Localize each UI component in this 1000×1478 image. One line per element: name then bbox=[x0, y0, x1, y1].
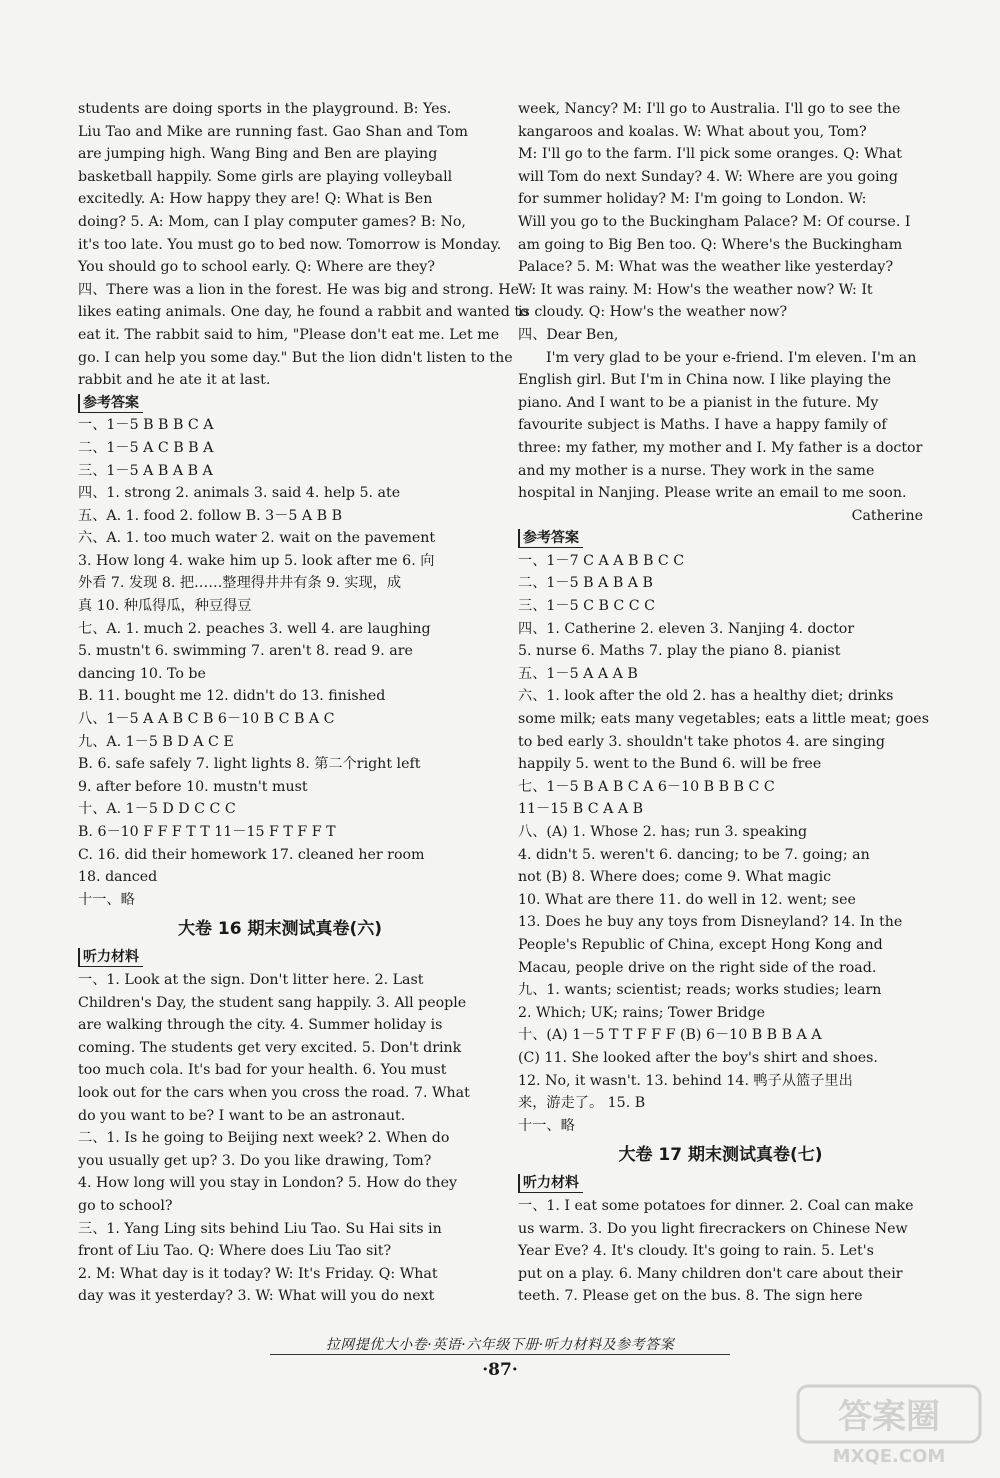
text-line: 二、1－5 A C B B A bbox=[78, 439, 214, 456]
footer-divider bbox=[270, 1354, 730, 1355]
text-line: 十、(A) 1－5 T T F F F (B) 6－10 B B B A A bbox=[518, 1027, 822, 1044]
text-line: 一、1. I eat some potatoes for dinner. 2. Coal can make bbox=[518, 1197, 914, 1214]
badge-line bbox=[78, 392, 482, 415]
text-line: 来，游走了。 15. B bbox=[518, 1095, 646, 1112]
text-line: 七、A. 1. much 2. peaches 3. well 4. are laughing bbox=[78, 620, 431, 637]
text-line: 2. Which; UK; rains; Tower Bridge bbox=[518, 1004, 766, 1021]
text-line: 十一、略 bbox=[518, 1117, 575, 1134]
text-line: 4. How long will you stay in London? 5. How do they bbox=[78, 1175, 458, 1192]
text-line: coming. The students get very excited. 5. Don't drink bbox=[78, 1039, 462, 1056]
section-badge: 听力材料 bbox=[518, 1174, 583, 1193]
text-line: is cloudy. Q: How's the weather now? bbox=[518, 304, 788, 321]
footer-book-title: 拉网提优大小卷·英语·六年级下册·听力材料及参考答案 bbox=[325, 1337, 675, 1353]
text-line: 五、A. 1. food 2. follow B. 3－5 A B B bbox=[78, 507, 343, 524]
text-line: 5. nurse 6. Maths 7. play the piano 8. pianist bbox=[518, 643, 841, 660]
text-line: 一、1－5 B B B C A bbox=[78, 417, 214, 434]
watermark-logo bbox=[794, 1382, 984, 1468]
text-line: excitedly. A: How happy they are! Q: What is Ben bbox=[78, 191, 433, 208]
text-line: 一、1. Look at the sign. Don't litter here. 2. Last bbox=[78, 971, 424, 988]
text-line: English girl. But I'm in China now. I like playing the bbox=[518, 372, 892, 389]
text-line: 11－15 B C A A B bbox=[518, 801, 644, 818]
text-line: B. 6. safe safely 7. light lights 8. 第二个right left bbox=[78, 756, 421, 773]
text-line: three: my father, my mother and I. My father is a doctor bbox=[518, 439, 923, 456]
text-line: Children's Day, the student sang happily. 3. All people bbox=[78, 994, 467, 1011]
text-line: too much cola. It's bad for your health. 6. You must bbox=[78, 1062, 447, 1079]
text-line: People's Republic of China, except Hong Kong and bbox=[518, 936, 883, 953]
text-line: look out for the cars when you cross the road. 7. What bbox=[78, 1084, 470, 1101]
section-badge: 听力材料 bbox=[78, 948, 143, 967]
text-line: 3. How long 4. wake him up 5. look after me 6. 向 bbox=[78, 552, 435, 569]
text-line: doing? 5. A: Mom, can I play computer games? B: No, bbox=[78, 213, 466, 230]
text-line: eat it. The rabbit said to him, "Please don't eat me. Let me bbox=[78, 326, 500, 343]
text-line: Macau, people drive on the right side of the road. bbox=[518, 959, 877, 976]
text-line: 七、1－5 B A B C A 6－10 B B B C C bbox=[518, 778, 775, 795]
text-line: 10. What are there 11. do well in 12. went; see bbox=[518, 891, 856, 908]
text-line: go. I can help you some day." But the lion didn't listen to the bbox=[78, 349, 513, 366]
text-line: happily 5. went to the Bund 6. will be free bbox=[518, 756, 822, 773]
text-line: 五、1－5 A A A B bbox=[518, 665, 638, 682]
text-line: 2. M: What day is it today? W: It's Friday. Q: What bbox=[78, 1265, 438, 1282]
text-line: 八、1－5 A A B C B 6－10 B C B A C bbox=[78, 711, 335, 728]
text-line: C. 16. did their homework 17. cleaned her room bbox=[78, 846, 425, 863]
text-line: 四、There was a lion in the forest. He was big and strong. He bbox=[78, 281, 519, 298]
text-line: B. 11. bought me 12. didn't do 13. finished bbox=[78, 688, 386, 705]
text-line: some milk; eats many vegetables; eats a little meat; goes bbox=[518, 711, 929, 728]
text-line: it's too late. You must go to bed now. Tomorrow is Monday. bbox=[78, 236, 502, 253]
text-line: 三、1－5 C B C C C bbox=[518, 598, 656, 615]
right-column bbox=[518, 98, 929, 1308]
text-line: 四、1. strong 2. animals 3. said 4. help 5. ate bbox=[78, 485, 401, 502]
text-line: Year Eve? 4. It's cloudy. It's going to rain. 5. Let's bbox=[518, 1243, 874, 1260]
text-line: are walking through the city. 4. Summer holiday is bbox=[78, 1017, 443, 1034]
text-line: 外看 7. 发现 8. 把……整理得井井有条 9. 实现，成 bbox=[78, 575, 402, 592]
text-line: and my mother is a nurse. They work in the same bbox=[518, 462, 875, 479]
text-line: 十一、略 bbox=[78, 891, 135, 908]
text-line: 三、1－5 A B A B A bbox=[78, 462, 213, 479]
watermark-url: MXQE.COM bbox=[832, 1446, 946, 1467]
text-line: not (B) 8. Where does; come 9. What magic bbox=[518, 869, 832, 886]
text-line: dancing 10. To be bbox=[78, 665, 206, 682]
text-line: 18. danced bbox=[78, 869, 158, 886]
text-line: piano. And I want to be a pianist in the future. My bbox=[518, 394, 879, 411]
text-line: 5. mustn't 6. swimming 7. aren't 8. read 9. are bbox=[78, 643, 413, 660]
text-line: us warm. 3. Do you light firecrackers on Chinese New bbox=[518, 1220, 908, 1237]
signature-line: Catherine bbox=[851, 507, 923, 524]
text-line: Will you go to the Buckingham Palace? M: Of course. I bbox=[518, 213, 911, 230]
text-line: Liu Tao and Mike are running fast. Gao Shan and Tom bbox=[78, 123, 468, 140]
text-line: week, Nancy? M: I'll go to Australia. I'll go to see the bbox=[518, 101, 901, 117]
text-line: B. 6－10 F F F T T 11－15 F T F F T bbox=[78, 824, 336, 840]
text-line: hospital in Nanjing. Please write an email to me soon. bbox=[518, 485, 907, 502]
text-line: teeth. 7. Please get on the bus. 8. The sign here bbox=[518, 1288, 863, 1305]
left-column bbox=[78, 98, 529, 1308]
section-badge: 参考答案 bbox=[78, 394, 143, 413]
section-title: 大卷 16 期末测试真卷(六) bbox=[177, 919, 383, 940]
text-line: M: I'll go to the farm. I'll pick some oranges. Q: What bbox=[518, 146, 902, 163]
text-line: day was it yesterday? 3. W: What will you do next bbox=[78, 1288, 435, 1305]
badge-line bbox=[518, 527, 923, 550]
text-line: 八、(A) 1. Whose 2. has; run 3. speaking bbox=[518, 824, 808, 840]
text-line: kangaroos and koalas. W: What about you, Tom? bbox=[518, 123, 867, 140]
text-line: 4. didn't 5. weren't 6. dancing; to be 7. going; an bbox=[518, 846, 870, 863]
text-line: 六、1. look after the old 2. has a healthy diet; drinks bbox=[518, 688, 894, 705]
text-line: 四、1. Catherine 2. eleven 3. Nanjing 4. doctor bbox=[518, 620, 855, 637]
text-line: Palace? 5. M: What was the weather like yesterday? bbox=[518, 259, 894, 276]
text-line: you usually get up? 3. Do you like drawing, Tom? bbox=[78, 1152, 432, 1169]
watermark-graphic bbox=[794, 1382, 984, 1468]
text-line: 六、A. 1. too much water 2. wait on the pavement bbox=[78, 530, 436, 547]
text-line: put on a play. 6. Many children don't care about their bbox=[518, 1265, 903, 1282]
text-line: likes eating animals. One day, he found a rabbit and wanted to bbox=[78, 304, 529, 321]
text-line: 12. No, it wasn't. 13. behind 14. 鸭子从篮子里出 bbox=[518, 1072, 853, 1089]
section-badge: 参考答案 bbox=[518, 529, 583, 548]
text-line: students are doing sports in the playground. B: Yes. bbox=[78, 101, 452, 117]
text-line: are jumping high. Wang Bing and Ben are playing bbox=[78, 146, 438, 163]
text-line: 九、1. wants; scientist; reads; works studies; learn bbox=[518, 982, 882, 999]
text-line: for summer holiday? M: I'm going to London. W: bbox=[518, 191, 867, 208]
text-line: go to school? bbox=[78, 1197, 173, 1214]
text-line: 四、Dear Ben, bbox=[518, 326, 619, 343]
text-line: am going to Big Ben too. Q: Where's the Buckingham bbox=[518, 236, 903, 253]
text-line: 三、1. Yang Ling sits behind Liu Tao. Su Hai sits in bbox=[78, 1220, 442, 1237]
text-line: front of Liu Tao. Q: Where does Liu Tao sit? bbox=[78, 1243, 392, 1260]
text-line: basketball happily. Some girls are playing volleyball bbox=[78, 168, 453, 185]
text-line: 一、1－7 C A A B B C C bbox=[518, 552, 685, 569]
text-line: 二、1－5 B A B A B bbox=[518, 575, 653, 592]
text-line: 二、1. Is he going to Beijing next week? 2. When do bbox=[78, 1130, 450, 1147]
page-number: ·87· bbox=[482, 1360, 518, 1380]
text-line: do you want to be? I want to be an astronaut. bbox=[78, 1107, 406, 1124]
text-line: rabbit and he ate it at last. bbox=[78, 372, 271, 389]
badge-line bbox=[78, 946, 482, 969]
text-line: 真 10. 种瓜得瓜，种豆得豆 bbox=[78, 598, 252, 615]
text-line: to bed early 3. shouldn't take photos 4. are singing bbox=[518, 733, 885, 750]
watermark-text: 答案圈 bbox=[838, 1397, 940, 1437]
text-line: 9. after before 10. mustn't must bbox=[78, 778, 308, 795]
section-title: 大卷 17 期末测试真卷(七) bbox=[618, 1145, 823, 1166]
text-line: 九、A. 1－5 B D A C E bbox=[78, 733, 234, 750]
text-line: will Tom do next Sunday? 4. W: Where are you going bbox=[518, 168, 898, 185]
text-line: You should go to school early. Q: Where are they? bbox=[78, 259, 435, 276]
badge-line bbox=[518, 1172, 923, 1195]
text-line: favourite subject is Maths. I have a happy family of bbox=[518, 417, 887, 434]
text-line: W: It was rainy. M: How's the weather now? W: It bbox=[518, 281, 873, 298]
text-line: (C) 11. She looked after the boy's shirt and shoes. bbox=[518, 1049, 878, 1066]
text-line: 13. Does he buy any toys from Disneyland? 14. In the bbox=[518, 914, 903, 931]
text-line: I'm very glad to be your e-friend. I'm eleven. I'm an bbox=[546, 349, 917, 366]
text-line: 十、A. 1－5 D D C C C bbox=[78, 801, 236, 818]
